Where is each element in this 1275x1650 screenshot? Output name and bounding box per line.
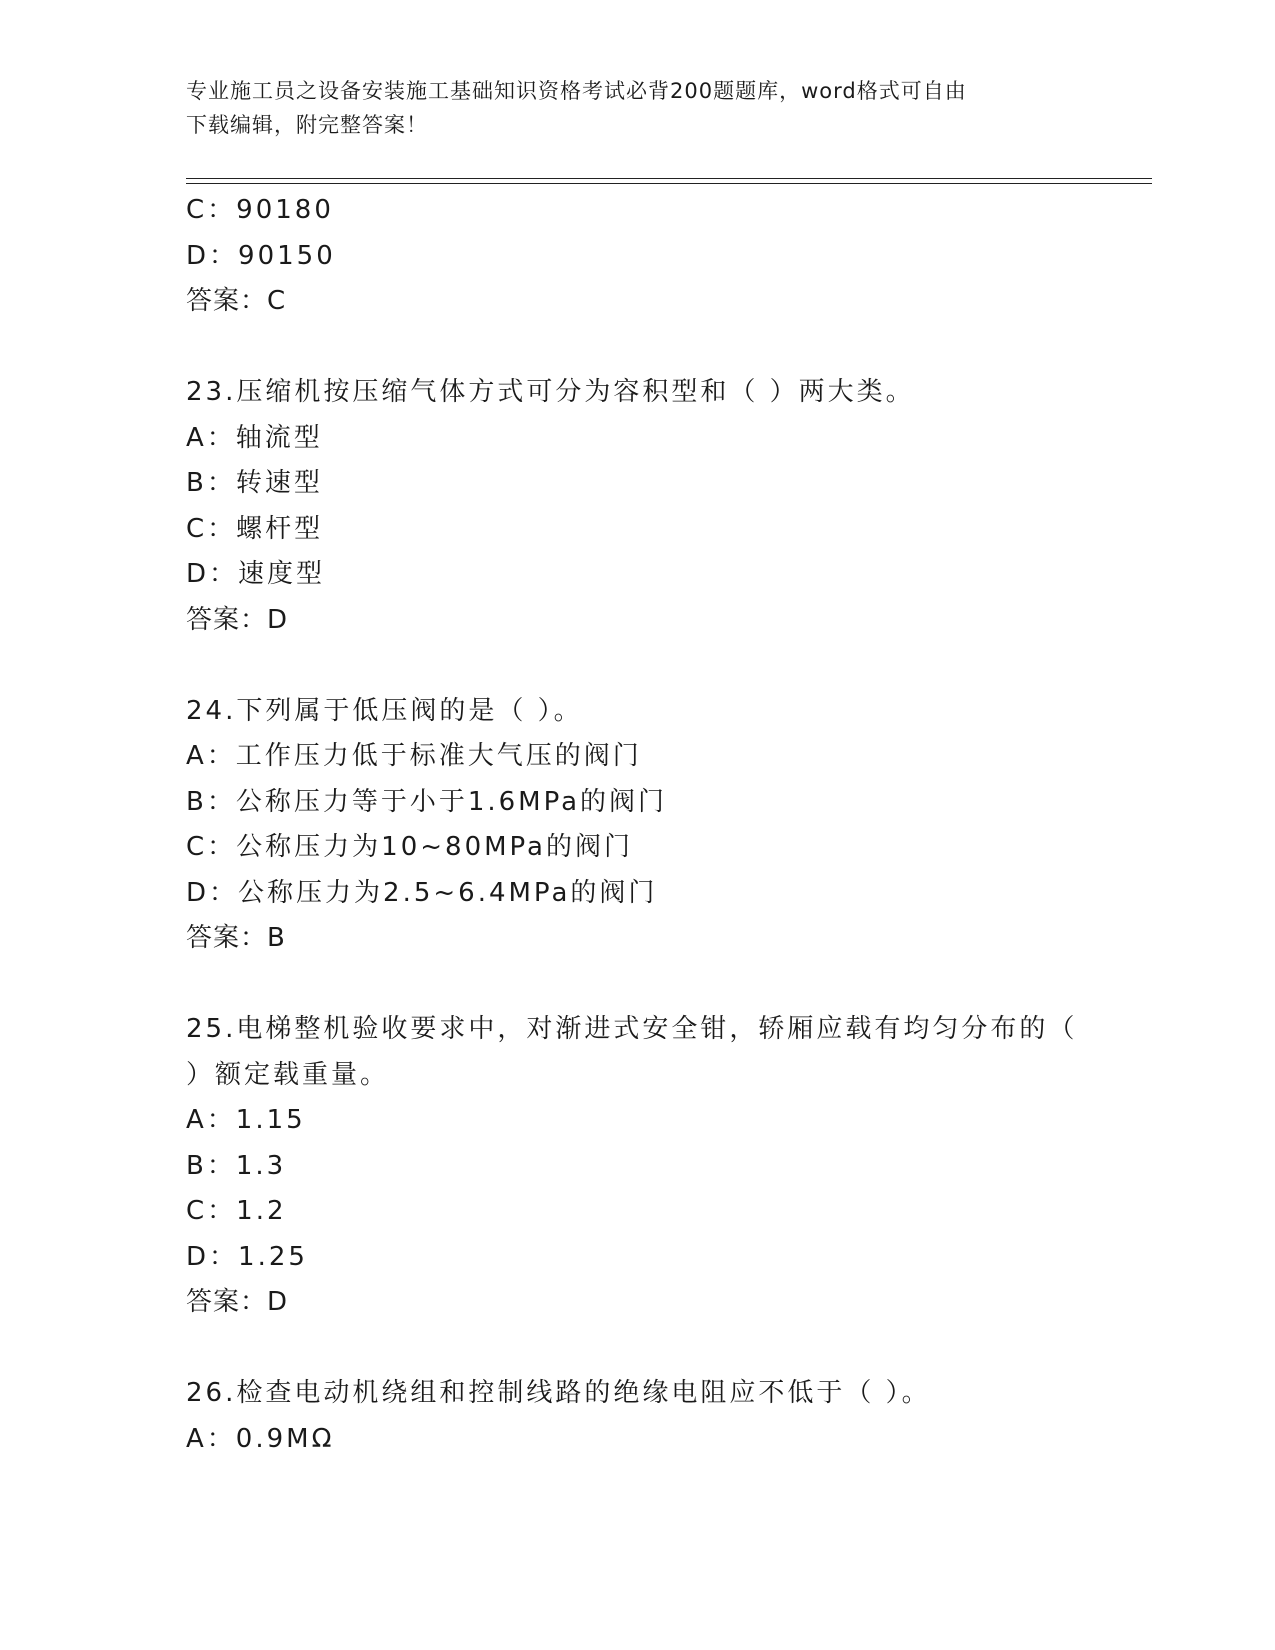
question-block (186, 188, 1146, 325)
option-d: D：1.25 (186, 1241, 308, 1272)
spacer (186, 643, 1146, 689)
option-c: C：1.2 (186, 1196, 287, 1226)
option-d: D：速度型 (186, 559, 326, 589)
answer-line: 答案：D (186, 604, 289, 635)
option-b: B：转速型 (186, 468, 323, 498)
option-c: C：公称压力为10~80MPa的阀门 (186, 832, 633, 862)
header-title-line-1: 专业施工员之设备安装施工基础知识资格考试必背200题题库，word格式可自由 (186, 79, 967, 103)
answer-line: 答案：B (186, 923, 286, 953)
question-text: 24.下列属于低压阀的是（ ）。 (186, 695, 583, 726)
spacer (186, 325, 1146, 371)
question-block (186, 1007, 1146, 1326)
question-text: 26.检查电动机绕组和控制线路的绝缘电阻应不低于（ ）。 (186, 1378, 931, 1408)
option-a: A：1.15 (186, 1105, 306, 1135)
header-title-line-2: 下载编辑，附完整答案！ (186, 113, 428, 137)
spacer (186, 1326, 1146, 1372)
option-a: A：0.9MΩ (186, 1423, 335, 1454)
option-a: A：工作压力低于标准大气压的阀门 (186, 741, 642, 771)
spacer (186, 962, 1146, 1008)
option-d: D：公称压力为2.5~6.4MPa的阀门 (186, 877, 658, 908)
question-text: 23.压缩机按压缩气体方式可分为容积型和（ ）两大类。 (186, 377, 915, 407)
question-list (186, 188, 1146, 1462)
question-text-continued: ）额定载重量。 (186, 1059, 390, 1090)
option-c: C：螺杆型 (186, 513, 324, 544)
option-d: D：90150 (186, 240, 336, 271)
option-b: B：公称压力等于小于1.6MPa的阀门 (186, 786, 668, 817)
answer-line: 答案：C (186, 286, 287, 316)
header-divider-top (186, 178, 1152, 179)
question-block (186, 1371, 1146, 1462)
document-header (186, 74, 1086, 142)
question-text: 25.电梯整机验收要求中，对渐进式安全钳，轿厢应载有均匀分布的（ (186, 1014, 1078, 1044)
question-block (186, 689, 1146, 962)
option-a: A：轴流型 (186, 422, 323, 453)
header-divider-bottom (186, 183, 1152, 184)
option-c: C：90180 (186, 195, 334, 225)
option-b: B：1.3 (186, 1150, 287, 1181)
answer-line: 答案：D (186, 1287, 289, 1317)
question-block (186, 370, 1146, 643)
